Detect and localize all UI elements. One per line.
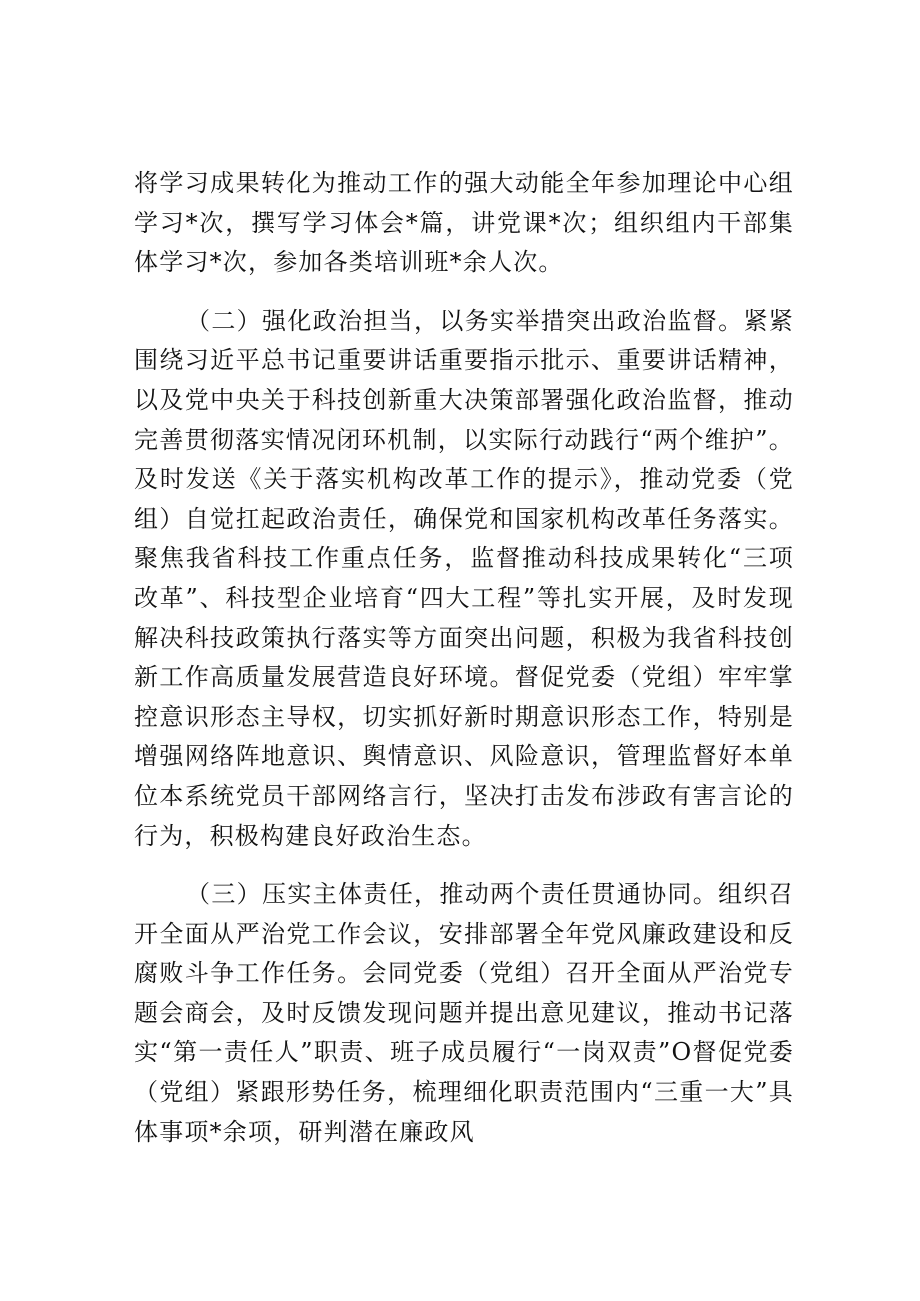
document-body (134, 164, 794, 1152)
paragraph-study-results: 将学习成果转化为推动工作的强大动能全年参加理论中心组学习*次，撰写学习体会*篇，讲党课*次；组织组内干部集体学习*次，参加各类培训班*余人次。 (134, 169, 794, 277)
paragraph-main-responsibility: （三）压实主体责任，推动两个责任贯通协同。组织召开全面从严治党工作会议，安排部署全年党风廉政建设和反腐败斗争工作任务。会同党委（党组）召开全面从严治党专题会商会，及时反馈发现问题并提出意见建议，推动书记落实“第一责任人”职责、班子成员履行“一岗双责”O督促党委（党组）紧跟形势任务，梳理细化职责范围内“三重一大”具体事项*余项，研判潜在廉政风 (134, 880, 794, 1146)
paragraph-political-supervision: （二）强化政治担当，以务实举措突出政治监督。紧紧围绕习近平总书记重要讲话重要指示批示、重要讲话精神，以及党中央关于科技创新重大决策部署强化政治监督，推动完善贯彻落实情况闭环机制，以实际行动践行“两个维护”。及时发送《关于落实机构改革工作的提示》，推动党委（党组）自觉扛起政治责任，确保党和国家机构改革任务落实。聚焦我省科技工作重点任务，监督推动科技成果转化“三项改革”、科技型企业培育“四大工程”等扎实开展，及时发现解决科技政策执行落实等方面突出问题，积极为我省科技创新工作高质量发展营造良好环境。督促党委（党组）牢牢掌控意识形态主导权，切实抓好新时期意识形态工作，特别是增强网络阵地意识、舆情意识、风险意识，管理监督好本单位本系统党员干部网络言行，坚决打击发布涉政有害言论的行为，积极构建良好政治生态。 (134, 306, 794, 850)
